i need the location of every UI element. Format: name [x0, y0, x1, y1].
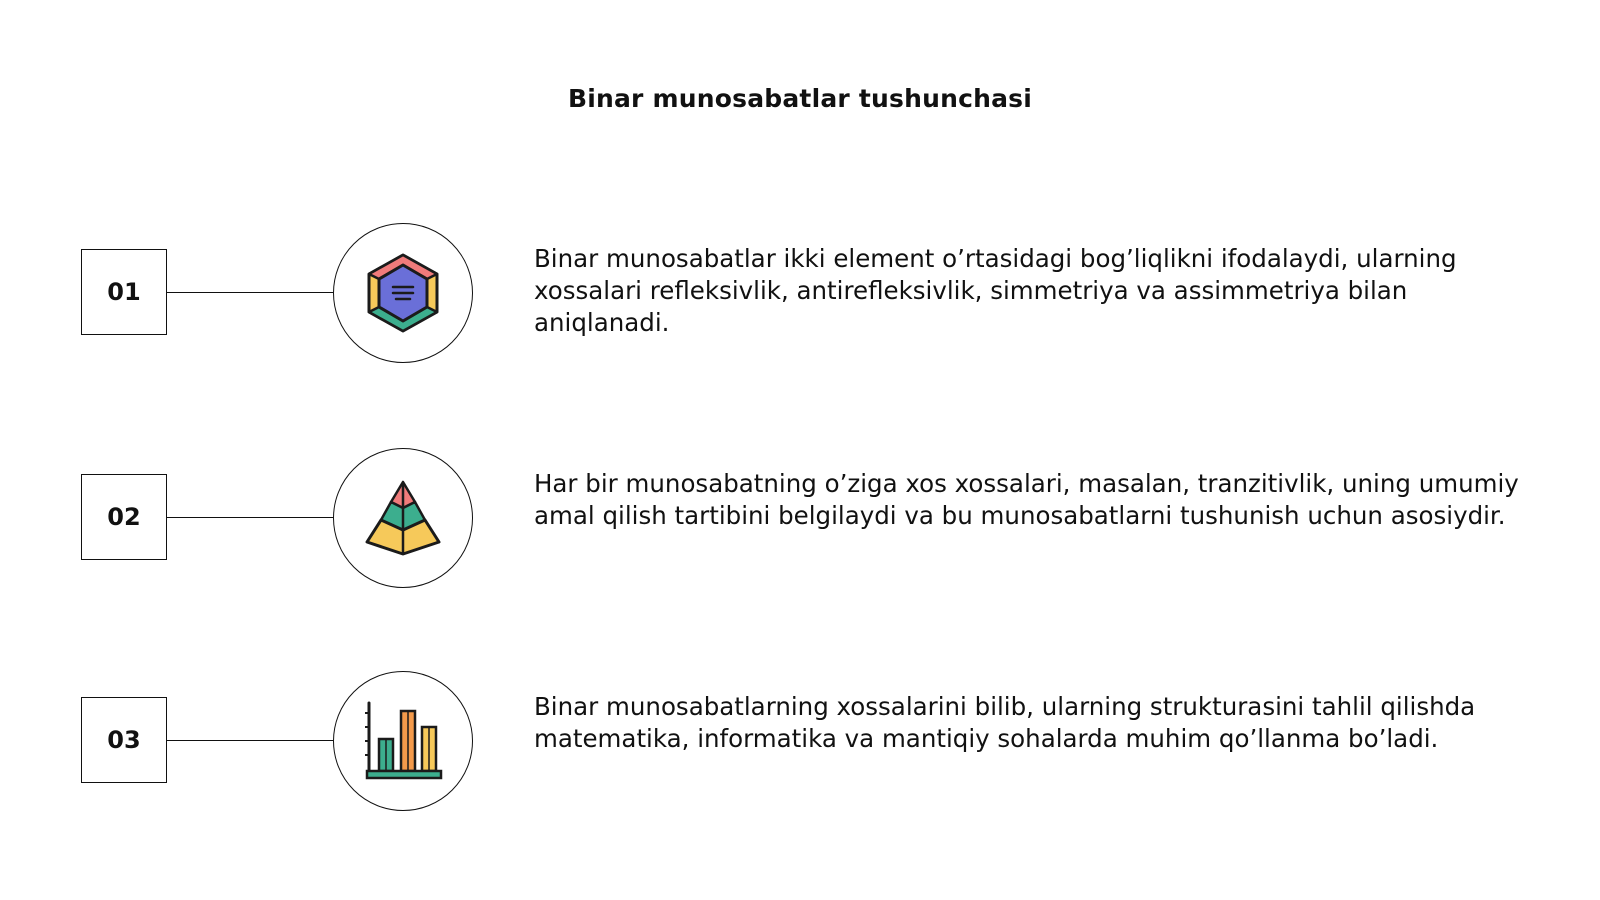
item-description: Binar munosabatlar ikki element o’rtasidagi bog’liqlikni ifodalaydi, ularning xossalari refleksivlik, antirefleksivlik, simmetriya va assimmetriya bilan aniqlanadi.: [534, 244, 1457, 337]
page-title: Binar munosabatlar tushunchasi: [567, 84, 1033, 113]
item-number: 01: [81, 249, 167, 335]
item-description: Har bir munosabatning o’ziga xos xossalari, masalan, tranzitivlik, uning umumiy amal qilish tartibini belgilaydi va bu munosabatlarni tushunish uchun asosiydir.: [534, 469, 1519, 530]
list-item: [0, 671, 1600, 811]
icon-circle: [333, 448, 473, 588]
icon-circle: [333, 671, 473, 811]
hexagon-menu-icon: [365, 252, 441, 334]
bar-chart-icon: [361, 699, 445, 783]
item-number: 02: [81, 474, 167, 560]
connector-line: [167, 292, 333, 293]
pyramid-icon: [363, 478, 443, 558]
item-number: 03: [81, 697, 167, 783]
icon-circle: [333, 223, 473, 363]
item-description: Binar munosabatlarning xossalarini bilib, ularning strukturasini tahlil qilishda matematika, informatika va mantiqiy sohalarda muhim qo’llanma bo’ladi.: [534, 692, 1476, 753]
list-item: [0, 223, 1600, 363]
connector-line: [167, 740, 333, 741]
connector-line: [167, 517, 333, 518]
list-item: [0, 448, 1600, 588]
